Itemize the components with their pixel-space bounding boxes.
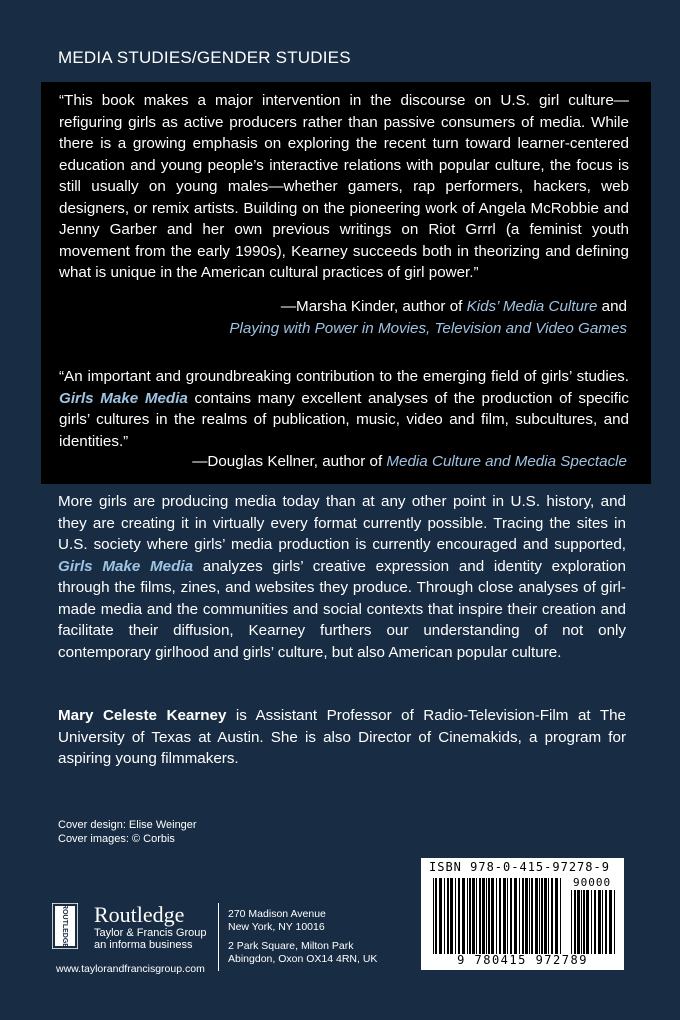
attribution-work: Playing with Power in Movies, Television and Video Games: [229, 319, 627, 337]
attribution-work: Kids’ Media Culture: [466, 298, 598, 315]
attribution-prefix: —Marsha Kinder, author of: [280, 298, 467, 315]
publisher-name: Routledge: [94, 902, 185, 927]
barcode-bar: [586, 890, 589, 954]
isbn-text: ISBN 978-0-415-97278-9: [429, 860, 610, 874]
barcode-bar: [462, 878, 465, 954]
barcode-bar: [458, 878, 460, 954]
barcode-bar: [486, 878, 487, 954]
quote-1-text: “This book makes a major intervention in the discourse on U.S. girl culture—refiguring girls as active producers rather than passive consumers of media. While there is a growing emphasis on exploring the recent turn toward learner-centered education and young people’s interactive relations with popular culture, the focus is still usually on young males—whether gamers, rap performers, hackers, web designers, or remix artists. Building on the pioneering work of Angela McRobbie and Jenny Garber and her own previous writings on Riot Grrrl (a feminist youth movement from the early 1990s), Kearney succeeds both in theorizing and defining what is unique in the American cultural practices of girl power.”: [59, 92, 629, 281]
bio-text: is Assistant Professor of Radio-Television-Film at The University of Texas at Austin. She is also Director of Cinemakids, a program for aspiring young filmmakers.: [58, 707, 626, 767]
barcode-bar: [548, 878, 549, 954]
barcode-bar: [447, 878, 449, 954]
barcode-bar: [571, 890, 572, 954]
address-divider: [218, 903, 219, 971]
barcode-bar: [433, 878, 434, 954]
price-addon-code: 90000: [573, 876, 612, 889]
address-uk-line1: 2 Park Square, Milton Park: [228, 940, 354, 952]
book-title: Girls Make Media: [58, 557, 194, 575]
barcode-bar: [435, 878, 437, 954]
barcode-bar: [510, 878, 512, 954]
barcode-bar: [476, 878, 477, 954]
barcode-bar: [594, 890, 596, 954]
barcode-bar: [535, 878, 538, 954]
barcode-bar: [455, 878, 456, 954]
quote-2-attribution: [192, 451, 627, 473]
logo-vertical-text: ROUTLEDGE: [61, 904, 69, 948]
barcode-bar: [555, 878, 558, 954]
barcode-bar: [488, 878, 490, 954]
address-us-line2: New York, NY 10016: [228, 921, 325, 933]
cover-credits: [58, 818, 197, 846]
author-bio: [58, 705, 626, 770]
barcode-bar: [583, 890, 585, 954]
barcode-bar: [522, 878, 524, 954]
barcode-bar: [499, 878, 501, 954]
barcode-bar: [591, 890, 592, 954]
category-label: MEDIA STUDIES/GENDER STUDIES: [58, 48, 351, 67]
barcode-bar: [529, 878, 530, 954]
quote-2-text-after: contains many excellent analyses of the production of specific girls’ cultures in the realms of publication, music, video and film, subcultures, and identities.”: [59, 389, 629, 450]
barcode-bar: [581, 890, 582, 954]
barcode-bar: [482, 878, 485, 954]
barcode-bar: [605, 890, 607, 954]
book-title: Girls Make Media: [59, 389, 188, 407]
isbn-barcode: [421, 858, 624, 970]
quote-1-attribution: [229, 296, 627, 339]
barcode-bar: [467, 878, 468, 954]
publisher-address: [228, 908, 377, 966]
barcode-bar: [444, 878, 445, 954]
barcode-bar: [539, 878, 540, 954]
barcode-bar: [496, 878, 497, 954]
barcode-bar: [469, 878, 471, 954]
quote-box: [41, 82, 651, 484]
address-uk-line2: Abingdon, Oxon OX14 4RN, UK: [228, 953, 378, 965]
publisher-tagline: an informa business: [94, 939, 193, 951]
barcode-bar: [577, 890, 580, 954]
barcode-bar: [491, 878, 494, 954]
description-after: analyzes girls’ creative expression and identity exploration through the films, zines, and websites they produce. Through close analyses of girl-made media and the communities and social contexts that inspire their creation and facilitate their diffusion, Kearney furthers our understanding of not only contemporary girlhood and girls’ culture, but also American popular culture.: [58, 557, 626, 661]
book-description: [58, 491, 626, 663]
cover-design-credit: Cover design: Elise Weinger: [58, 819, 197, 831]
barcode-bar: [531, 878, 533, 954]
barcode-bar: [519, 878, 520, 954]
address-us-line1: 270 Madison Avenue: [228, 908, 326, 920]
publisher-group: Taylor & Francis Group: [94, 927, 207, 939]
attribution-prefix: —Douglas Kellner, author of: [192, 453, 387, 470]
barcode-bar: [598, 890, 601, 954]
barcode-bar: [609, 890, 612, 954]
barcode-bar: [507, 878, 508, 954]
barcode-bar: [544, 878, 547, 954]
barcode-bar: [551, 878, 553, 954]
attribution-work: Media Culture and Media Spectacle: [386, 453, 627, 470]
barcode-bar: [525, 878, 528, 954]
barcode-bar: [574, 890, 576, 954]
barcode-bar: [514, 878, 517, 954]
routledge-logo-icon: [52, 903, 78, 949]
barcode-bar: [602, 890, 603, 954]
barcode-bar: [614, 890, 615, 954]
barcode-bar: [450, 878, 453, 954]
barcode-bar: [439, 878, 442, 954]
quote-2-text-before: “An important and groundbreaking contribution to the emerging field of girls’ studies.: [59, 368, 629, 385]
barcode-bar: [541, 878, 543, 954]
quote-2-text: [59, 366, 629, 452]
attribution-and: and: [597, 298, 627, 315]
ean-number: 9 780415 972789: [457, 953, 588, 967]
barcode-bar: [560, 878, 561, 954]
cover-images-credit: Cover images: © Corbis: [58, 833, 175, 845]
barcode-bar: [472, 878, 475, 954]
description-before: More girls are producing media today than at any other point in U.S. history, and they are creating it in virtually every format currently possible. Tracing the sites in U.S. society where girls’ media production is currently encouraged and supported,: [58, 493, 626, 553]
barcode-bar: [479, 878, 481, 954]
author-name: Mary Celeste Kearney: [58, 707, 227, 724]
publisher-website: www.taylorandfrancisgroup.com: [56, 963, 205, 975]
barcode-bar: [503, 878, 506, 954]
